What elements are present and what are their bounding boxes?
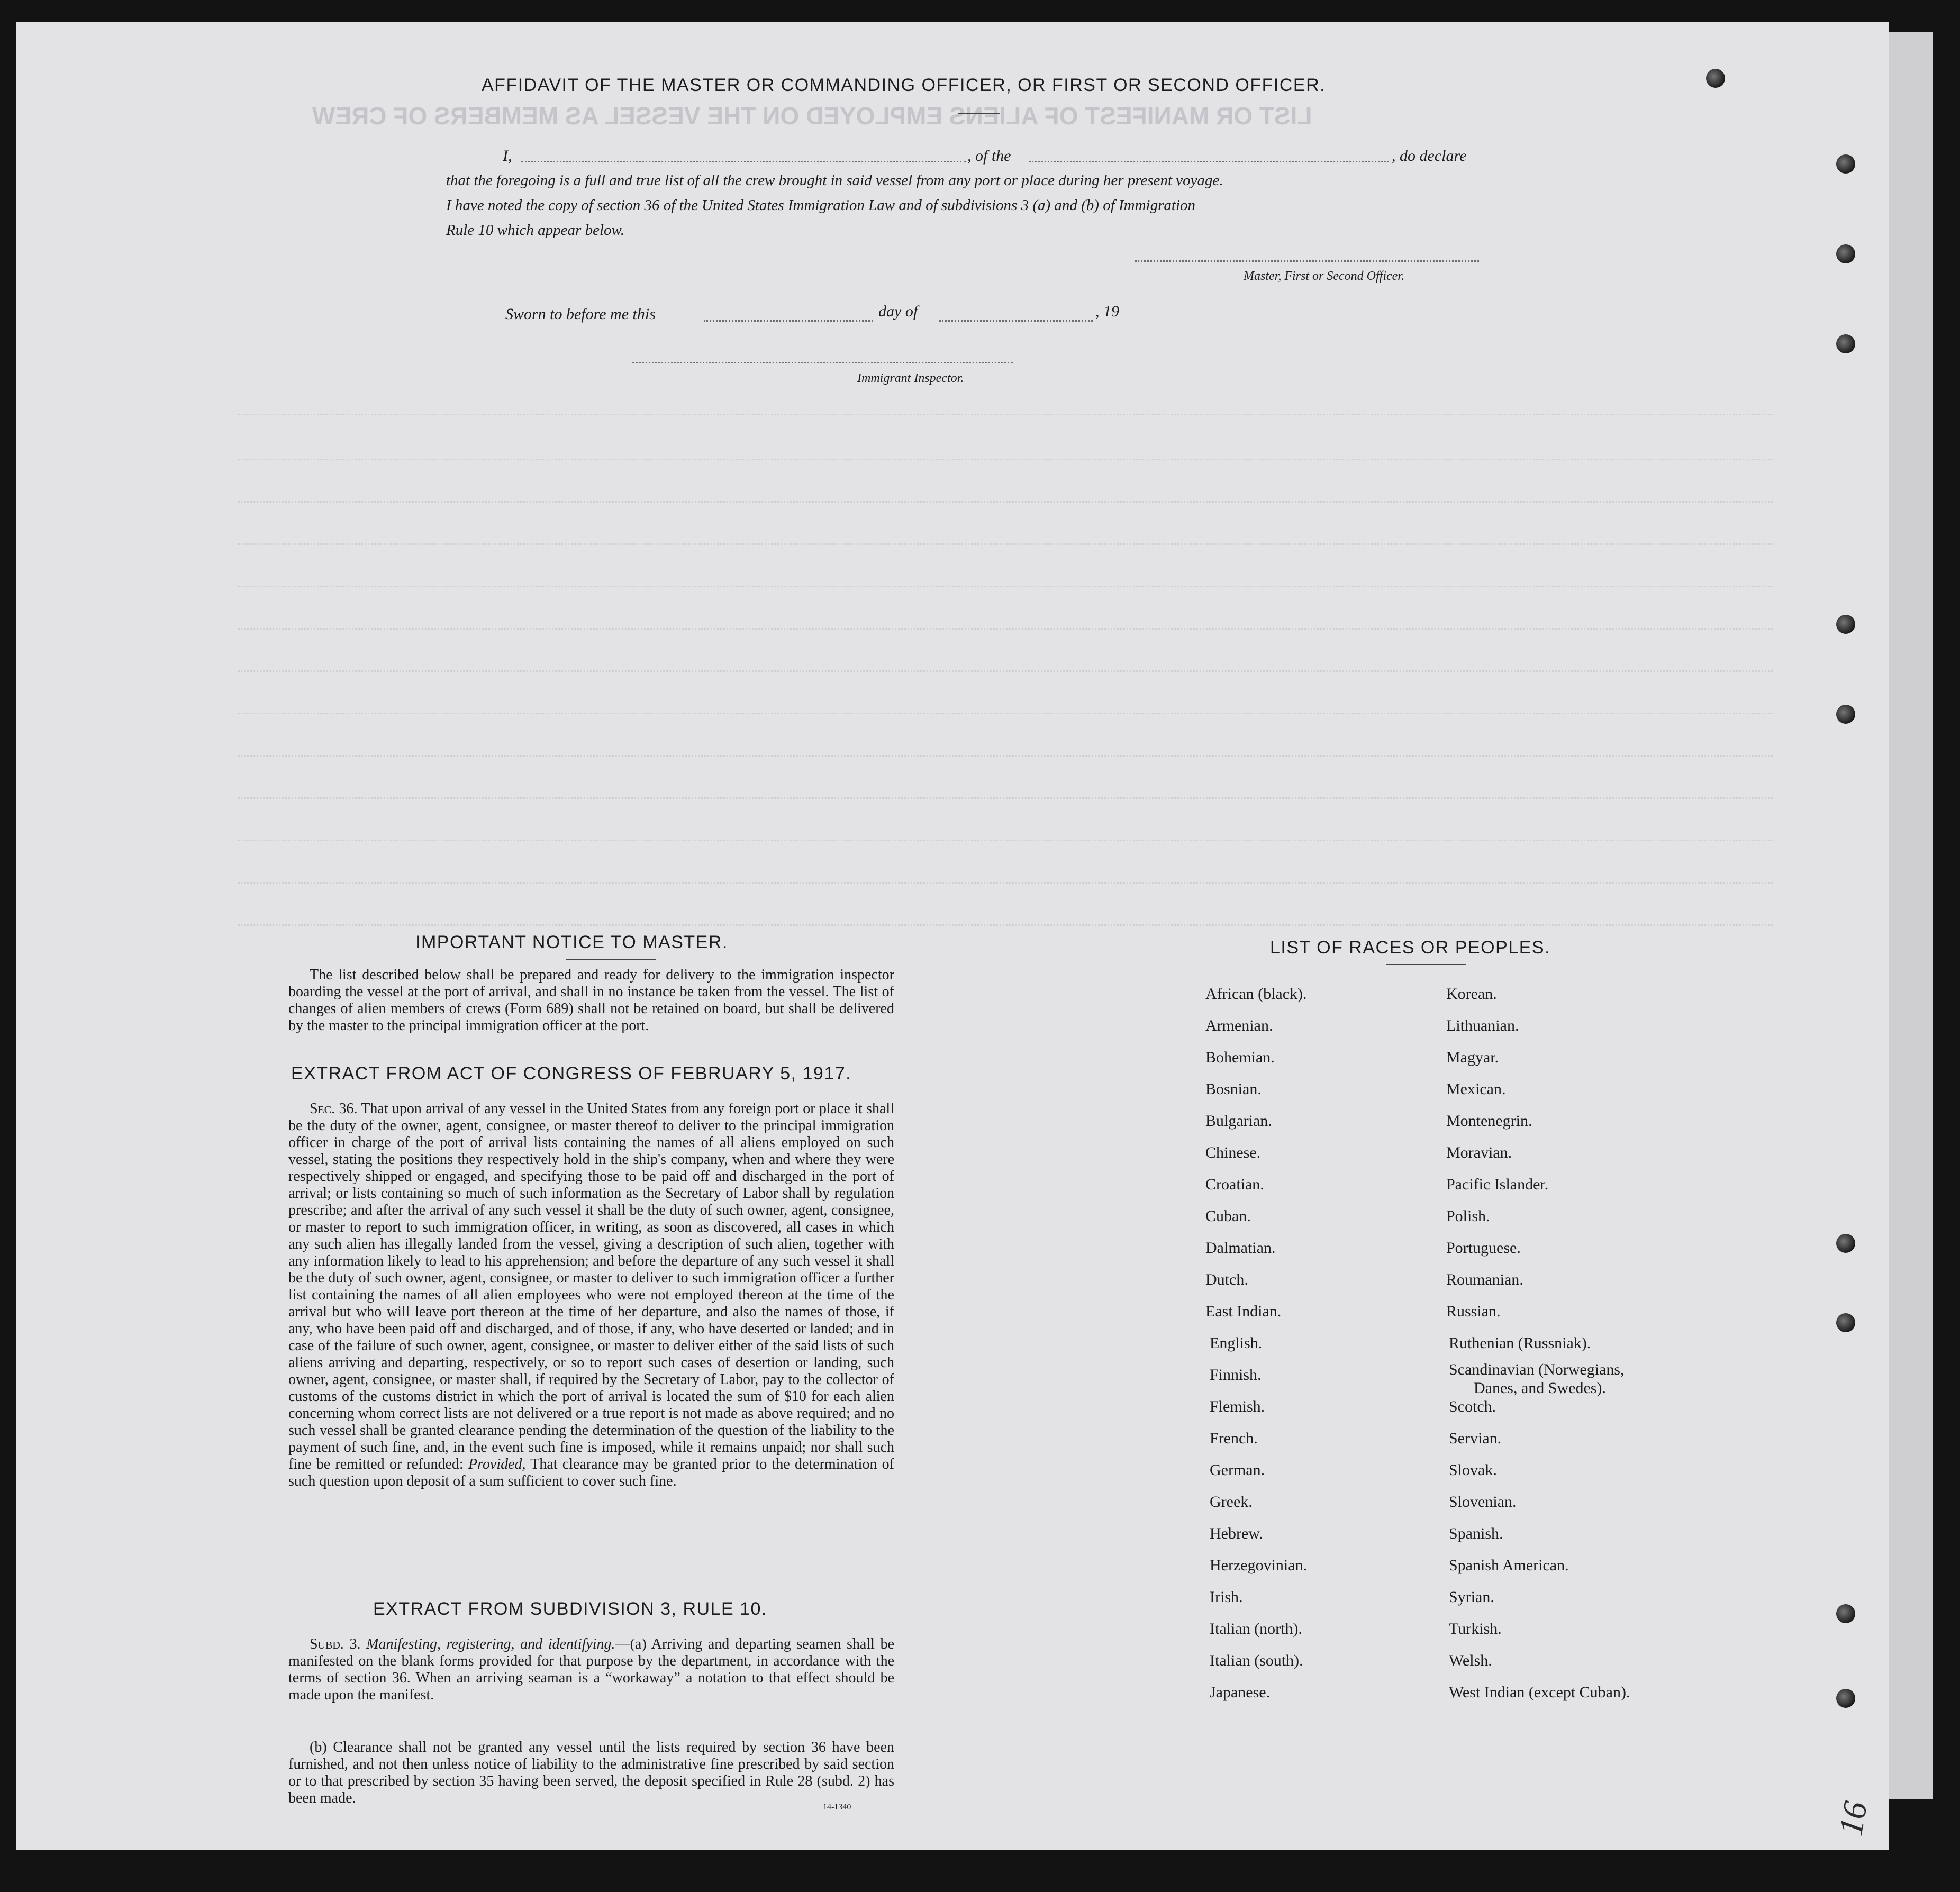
punch-hole bbox=[1836, 705, 1855, 724]
form-number: 14-1340 bbox=[823, 1803, 851, 1812]
sworn-day-field[interactable] bbox=[704, 320, 873, 322]
race-item: East Indian. bbox=[1205, 1303, 1282, 1320]
race-item: Herzegovinian. bbox=[1210, 1557, 1308, 1574]
vessel-name-field[interactable] bbox=[1029, 161, 1389, 162]
punch-hole bbox=[1706, 69, 1725, 88]
act-section-label: Sec. 36. bbox=[310, 1100, 358, 1117]
race-item: Hebrew. bbox=[1210, 1525, 1263, 1542]
sworn-label: Sworn to before me this bbox=[505, 305, 656, 323]
race-item: Dalmatian. bbox=[1205, 1239, 1276, 1257]
race-item: African (black). bbox=[1205, 985, 1307, 1003]
punch-hole bbox=[1836, 1313, 1855, 1332]
race-item: German. bbox=[1210, 1461, 1265, 1479]
notice-heading: IMPORTANT NOTICE TO MASTER. bbox=[415, 932, 728, 952]
affidavit-line4: Rule 10 which appear below. bbox=[446, 222, 624, 239]
race-item: Chinese. bbox=[1205, 1144, 1261, 1161]
race-item: Armenian. bbox=[1205, 1017, 1273, 1034]
race-item: Slovenian. bbox=[1449, 1493, 1517, 1511]
act-text-block bbox=[288, 1100, 894, 1490]
race-item: Irish. bbox=[1210, 1588, 1243, 1606]
rule-text-a: —(a) Arriving and departing seamen shall be manifested on the blank forms provided for that purpose by the department, in accordance with the terms of section 36. When an arriving seaman is a “workaway” a notation to that effect should be made upon the manifest. bbox=[288, 1636, 894, 1703]
race-item: Italian (north). bbox=[1210, 1620, 1302, 1638]
bleed-row bbox=[238, 924, 1773, 928]
race-item: West Indian (except Cuban). bbox=[1449, 1684, 1630, 1701]
races-heading-rule bbox=[1386, 964, 1466, 965]
race-item: Greek. bbox=[1210, 1493, 1253, 1511]
race-scandinavian-continued: Danes, and Swedes). bbox=[1474, 1379, 1606, 1397]
race-item: English. bbox=[1210, 1334, 1263, 1352]
race-item: Welsh. bbox=[1449, 1652, 1492, 1669]
race-item: Bosnian. bbox=[1205, 1080, 1262, 1098]
year-label: , 19 bbox=[1095, 303, 1119, 320]
race-item: Scotch. bbox=[1449, 1398, 1496, 1415]
rule-subd-label: Subd. 3. bbox=[310, 1636, 361, 1652]
races-heading: LIST OF RACES OR PEOPLES. bbox=[1270, 938, 1551, 958]
punch-hole bbox=[1836, 154, 1855, 174]
race-item: Cuban. bbox=[1205, 1207, 1251, 1225]
rule-heading: EXTRACT FROM SUBDIVISION 3, RULE 10. bbox=[373, 1599, 767, 1619]
punch-hole bbox=[1836, 244, 1855, 263]
punch-hole bbox=[1836, 1234, 1855, 1253]
bleed-row bbox=[238, 882, 1773, 886]
handwritten-page-number: 16 bbox=[1831, 1798, 1875, 1839]
race-item: Ruthenian (Russniak). bbox=[1449, 1334, 1591, 1352]
bleed-row bbox=[238, 543, 1773, 547]
race-item: Bulgarian. bbox=[1205, 1112, 1272, 1130]
underlying-page-edge bbox=[1884, 32, 1933, 1799]
affidavit-line1-i: I, bbox=[503, 147, 512, 165]
affidavit-heading: AFFIDAVIT OF THE MASTER OR COMMANDING OFFICER, OR FIRST OR SECOND OFFICER. bbox=[482, 75, 1326, 95]
race-item: Portuguese. bbox=[1446, 1239, 1521, 1257]
master-signature-field[interactable] bbox=[1135, 260, 1479, 262]
affidavit-heading-rule bbox=[958, 113, 1000, 114]
bleed-through-title: LIST OR MANIFEST OF ALIENS EMPLOYED ON THE VESSEL AS MEMBERS OF CREW bbox=[312, 102, 1312, 130]
punch-hole bbox=[1836, 334, 1855, 353]
race-item: Scandinavian (Norwegians, bbox=[1449, 1361, 1625, 1378]
race-item: Polish. bbox=[1446, 1207, 1490, 1225]
race-item: Montenegrin. bbox=[1446, 1112, 1532, 1130]
race-item: Servian. bbox=[1449, 1430, 1502, 1447]
race-item: Pacific Islander. bbox=[1446, 1176, 1549, 1193]
race-item: Bohemian. bbox=[1205, 1049, 1275, 1066]
bleed-row bbox=[238, 459, 1773, 462]
race-item: Finnish. bbox=[1210, 1366, 1262, 1384]
bleed-row bbox=[238, 586, 1773, 589]
affidavit-of-the: , of the bbox=[967, 147, 1011, 165]
bleed-row bbox=[238, 797, 1773, 801]
rule-subd-title: Manifesting, registering, and identifying. bbox=[366, 1636, 615, 1652]
bleed-row bbox=[238, 414, 1773, 417]
race-item: Dutch. bbox=[1205, 1271, 1248, 1288]
declarant-name-field[interactable] bbox=[521, 161, 966, 162]
notice-heading-rule bbox=[566, 959, 656, 960]
race-item: Spanish American. bbox=[1449, 1557, 1569, 1574]
affidavit-line2: that the foregoing is a full and true list of all the crew brought in said vessel from any port or place during her present voyage. bbox=[446, 172, 1223, 189]
race-item: Japanese. bbox=[1210, 1684, 1271, 1701]
race-item: Croatian. bbox=[1205, 1176, 1264, 1193]
race-item: Turkish. bbox=[1449, 1620, 1502, 1638]
race-item: Russian. bbox=[1446, 1303, 1501, 1320]
race-item: Mexican. bbox=[1446, 1080, 1506, 1098]
act-heading: EXTRACT FROM ACT OF CONGRESS OF FEBRUARY 5, 1917. bbox=[291, 1063, 852, 1084]
bleed-row bbox=[238, 501, 1773, 505]
manifest-sheet bbox=[16, 22, 1889, 1850]
race-item: Lithuanian. bbox=[1446, 1017, 1519, 1034]
sworn-month-field[interactable] bbox=[939, 320, 1093, 322]
act-text: That upon arrival of any vessel in the United States from any foreign port or place it shall be the duty of the owner, agent, consignee, or master thereof to deliver to the principal immigration officer in charge of the port of arrival lists containing the names of all aliens employed on such vessel, stating the positions they respectively hold in the ship's company, when and where they were respectively shipped or engaged, and specifying those to be paid off and discharged in the port of arrival; or lists containing so much of such information as the Secretary of Labor shall by regulation prescribe; and after the arrival of any such vessel it shall be the duty of such owner, agent, consignee, or master to report to such immigration officer, in writing, as soon as discovered, all cases in which any such alien has illegally landed from the vessel, giving a description of such alien, together with any information likely to lead to his apprehension; and before the departure of any such vessel it shall be the duty of such owner, agent, consignee, or master to deliver to such immigration officer a further list containing the names of all alien employees who were not employed thereon at the time of the arrival but who will leave port thereon at the time of her departure, and also the names of those, if any, who have been paid off and discharged, and of those, if any, who have deserted or landed; and in case of the failure of such owner, agent, consignee, or master to deliver either of the said lists of such aliens arriving and departing, respectively, or so to report such cases of desertion or landing, such owner, agent, consignee, or master shall, if required by the Secretary of Labor, pay to the collector of customs of the customs district in which the port of arrival is located the sum of $10 for each alien concerning whom correct lists are not delivered or a true report is not made as above required; and no such vessel shall be granted clearance pending the determination of the question of the liability to the payment of such fine, and, in the event such fine is imposed, while it remains unpaid; nor shall such fine be remitted or refunded: bbox=[288, 1100, 894, 1472]
race-item: Flemish. bbox=[1210, 1398, 1265, 1415]
punch-hole bbox=[1836, 1689, 1855, 1708]
inspector-signature-label: Immigrant Inspector. bbox=[857, 371, 964, 385]
master-signature-label: Master, First or Second Officer. bbox=[1244, 269, 1404, 283]
rule-text-b: (b) Clearance shall not be granted any vessel until the lists required by section 36 have been furnished, and not then unless notice of liability to the administrative fine prescribed by said section or to that prescribed by section 35 having been served, the deposit specified in Rule 28 (subd. 2) has been made. bbox=[288, 1739, 894, 1806]
race-item: Slovak. bbox=[1449, 1461, 1497, 1479]
rule-text-a-block bbox=[288, 1636, 894, 1704]
bleed-row bbox=[238, 840, 1773, 843]
race-item: Roumanian. bbox=[1446, 1271, 1523, 1288]
bleed-row bbox=[238, 755, 1773, 759]
punch-hole bbox=[1836, 615, 1855, 634]
affidavit-declare: , do declare bbox=[1392, 147, 1467, 165]
race-item: Magyar. bbox=[1446, 1049, 1499, 1066]
race-item: Italian (south). bbox=[1210, 1652, 1303, 1669]
bleed-row bbox=[238, 713, 1773, 716]
race-item: Spanish. bbox=[1449, 1525, 1503, 1542]
race-item: French. bbox=[1210, 1430, 1258, 1447]
inspector-signature-field[interactable] bbox=[632, 362, 1013, 363]
race-item: Moravian. bbox=[1446, 1144, 1512, 1161]
act-text-end: That clearance may be granted prior to the determination of such question upon deposit of a sum sufficient to cover such fine. bbox=[288, 1456, 894, 1489]
race-item: Syrian. bbox=[1449, 1588, 1494, 1606]
notice-text: The list described below shall be prepared and ready for delivery to the immigration inspector boarding the vessel at the port of arrival, and shall in no instance be taken from the vessel. The list of changes of alien members of crews (Form 689) shall not be retained on board, but shall be delivered by the master to the principal immigration officer at the port. bbox=[288, 967, 894, 1034]
act-provided: Provided, bbox=[468, 1456, 526, 1472]
bleed-row bbox=[238, 628, 1773, 632]
day-of-label: day of bbox=[878, 303, 918, 320]
affidavit-line3: I have noted the copy of section 36 of the United States Immigration Law and of subdivisions 3 (a) and (b) of Immigration bbox=[446, 197, 1196, 214]
race-item: Korean. bbox=[1446, 985, 1497, 1003]
punch-hole bbox=[1836, 1604, 1855, 1623]
bleed-row bbox=[238, 670, 1773, 674]
